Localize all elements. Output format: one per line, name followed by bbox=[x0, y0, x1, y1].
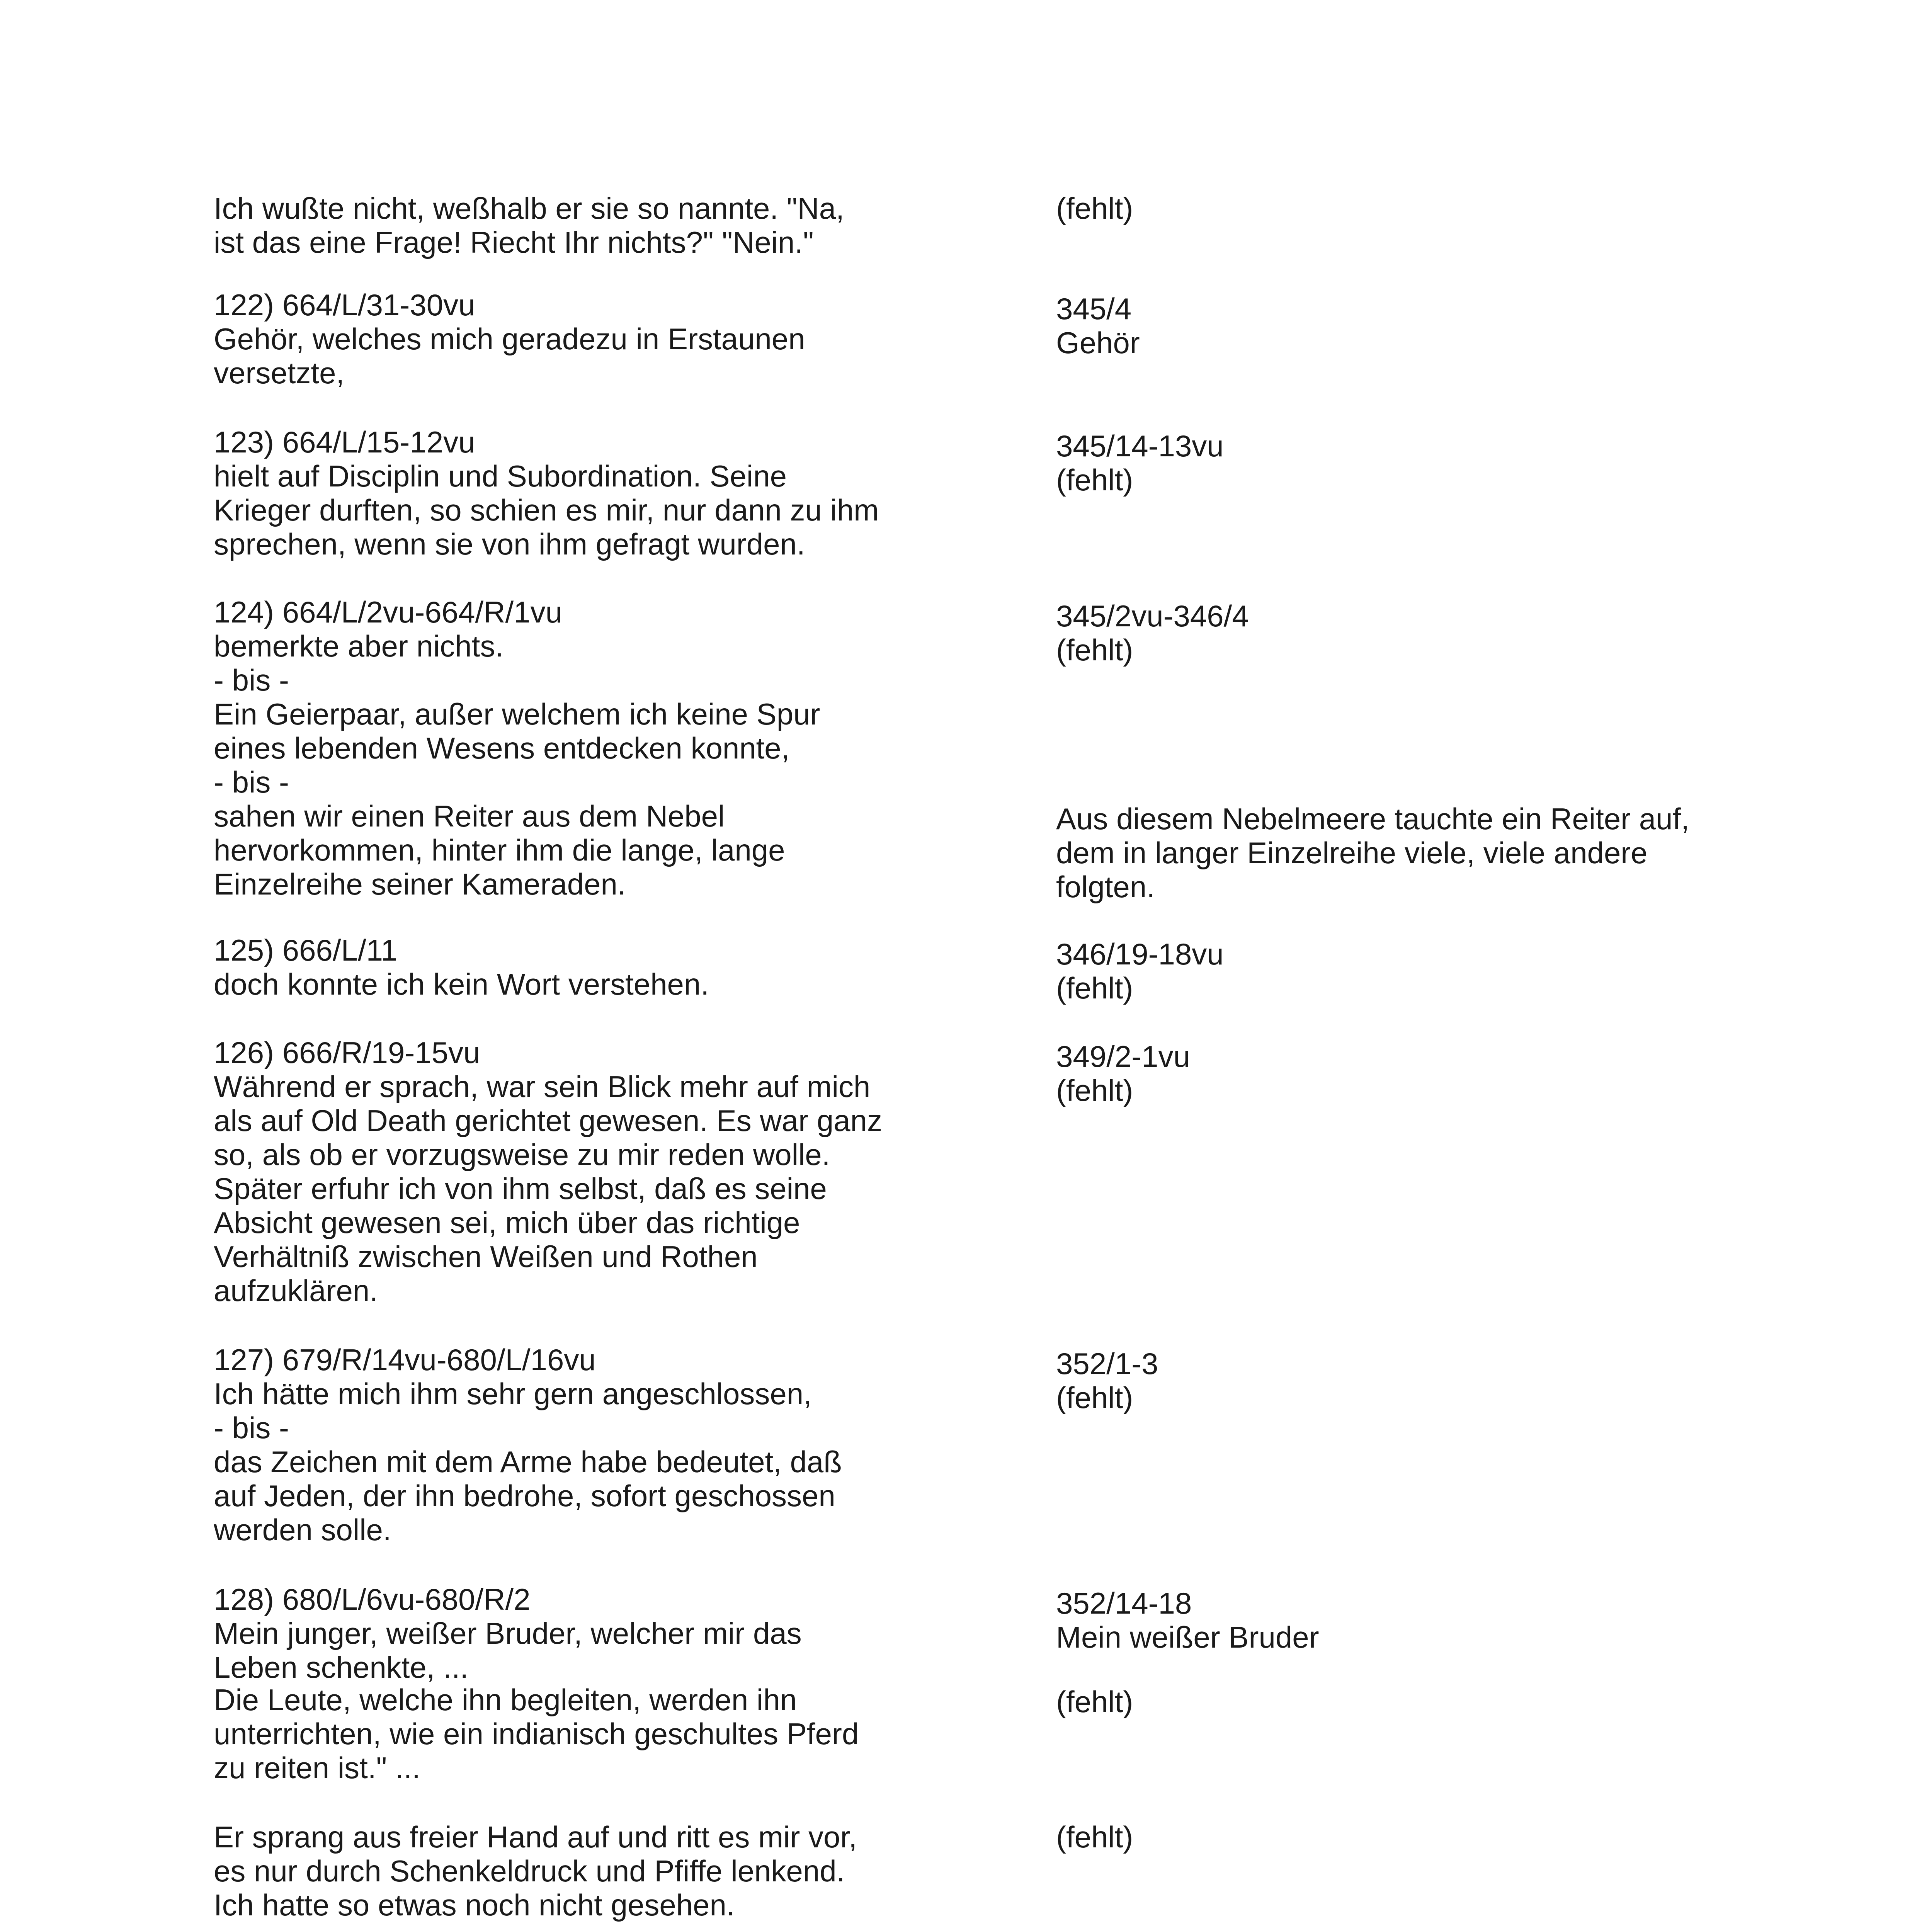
entry-left-text: Ich wußte nicht, weßhalb er sie so nannte. "Na, ist das eine Frage! Riecht Ihr nichts?" "Nein." bbox=[214, 191, 844, 259]
entry-left-text: 127) 679/R/14vu-680/L/16vu Ich hätte mich ihm sehr gern angeschlossen, - bis - das Zeichen mit dem Arme habe bedeutet, daß auf Jeden, der ihn bedrohe, sofort geschossen werden solle. bbox=[214, 1343, 842, 1547]
entry-left-text: 122) 664/L/31-30vu Gehör, welches mich geradezu in Erstaunen versetzte, bbox=[214, 288, 805, 390]
entry-right-text: 345/4 Gehör bbox=[1056, 292, 1140, 360]
entry-right-extra-text: Aus diesem Nebelmeere tauchte ein Reiter auf, dem in langer Einzelreihe viele, viele andere folgten. bbox=[1056, 802, 1689, 904]
entry-right-text: (fehlt) bbox=[1056, 191, 1133, 225]
entry-right-text: 345/2vu-346/4 (fehlt) bbox=[1056, 599, 1249, 667]
entry-left-text: 126) 666/R/19-15vu Während er sprach, war sein Blick mehr auf mich als auf Old Death gerichtet gewesen. Es war ganz so, als ob er vorzugsweise zu mir reden wolle. Später erfuhr ich von ihm selbst, daß es seine Absicht gewesen sei, mich über das richtige Verhältniß zwischen Weißen und Rothen aufzuklären. bbox=[214, 1036, 882, 1308]
entry-right-text: (fehlt) bbox=[1056, 1820, 1133, 1854]
entry-right-text: 349/2-1vu (fehlt) bbox=[1056, 1039, 1190, 1107]
entry-left-text: Er sprang aus freier Hand auf und ritt es mir vor, es nur durch Schenkeldruck und Pfiffe lenkend. Ich hatte so etwas noch nicht gesehen. bbox=[214, 1820, 857, 1922]
entry-left-text: 123) 664/L/15-12vu hielt auf Disciplin und Subordination. Seine Krieger durften, so schien es mir, nur dann zu ihm sprechen, wenn sie von ihm gefragt wurden. bbox=[214, 425, 879, 561]
entry-left-text: 124) 664/L/2vu-664/R/1vu bemerkte aber nichts. - bis - Ein Geierpaar, außer welchem ich keine Spur eines lebenden Wesens entdecken konnte, - bis - sahen wir einen Reiter aus dem Nebel hervorkommen, hinter ihm die lange, lange Einzelreihe seiner Kameraden. bbox=[214, 595, 820, 901]
entry-right-text: 346/19-18vu (fehlt) bbox=[1056, 937, 1224, 1005]
entry-right-text: 352/14-18 Mein weißer Bruder bbox=[1056, 1586, 1319, 1654]
entry-right-text: (fehlt) bbox=[1056, 1685, 1133, 1719]
entry-right-text: 352/1-3 (fehlt) bbox=[1056, 1347, 1158, 1415]
entry-left-text: 125) 666/L/11 doch konnte ich kein Wort verstehen. bbox=[214, 933, 709, 1001]
entry-right-text: 345/14-13vu (fehlt) bbox=[1056, 429, 1224, 497]
entry-left-text: Die Leute, welche ihn begleiten, werden ihn unterrichten, wie ein indianisch geschultes Pferd zu reiten ist." ... bbox=[214, 1683, 859, 1785]
entry-left-text: 128) 680/L/6vu-680/R/2 Mein junger, weißer Bruder, welcher mir das Leben schenkte, ... bbox=[214, 1582, 802, 1684]
